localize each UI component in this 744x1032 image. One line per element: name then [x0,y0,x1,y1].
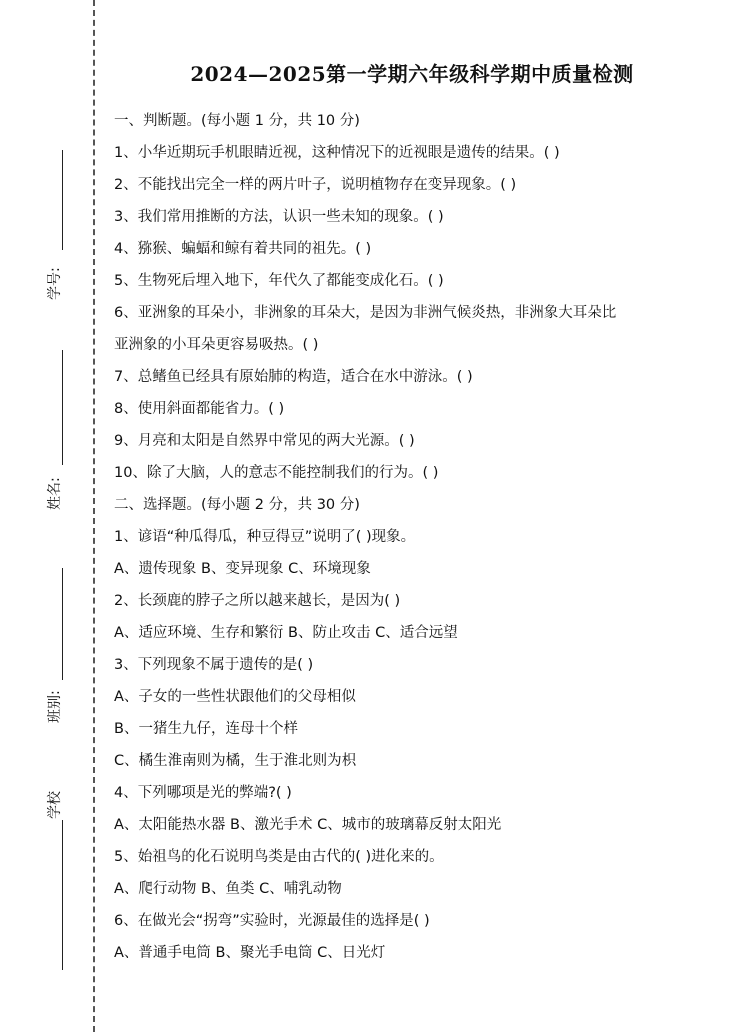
choice-question-3-option-a: A、子女的一些性状跟他们的父母相似 [114,689,356,705]
judge-question-3: 3、我们常用推断的方法，认识一些未知的现象。( ) [114,209,444,225]
choice-question-5: 5、始祖鸟的化石说明鸟类是由古代的( )进化来的。 [114,849,444,865]
judge-question-5: 5、生物死后埋入地下，年代久了都能变成化石。( ) [114,273,444,289]
choice-question-3: 3、下列现象不属于遗传的是( ) [114,657,314,673]
student-id-field [40,150,80,330]
exam-title: 2024—2025第一学期六年级科学期中质量检测 [190,62,634,86]
choice-question-3-option-b: B、一猪生九仔，连母十个样 [114,721,298,737]
school-blank[interactable] [62,820,63,970]
choice-question-4-options: A、太阳能热水器 B、激光手术 C、城市的玻璃幕反射太阳光 [114,817,502,833]
choice-question-1-options: A、遗传现象 B、变异现象 C、环境现象 [114,561,371,577]
student-id-label: 学号: [47,267,63,300]
choice-question-6-options: A、普通手电筒 B、聚光手电筒 C、日光灯 [114,945,386,961]
judge-question-6-line-1: 6、亚洲象的耳朵小，非洲象的耳朵大，是因为非洲气候炎热，非洲象大耳朵比 [114,305,617,321]
student-id-blank[interactable] [62,150,63,250]
choice-question-4: 4、下列哪项是光的弊端?( ) [114,785,292,801]
name-blank[interactable] [62,350,63,465]
choice-question-6: 6、在做光会“拐弯”实验时，光源最佳的选择是( ) [114,913,430,929]
class-label: 班别: [47,690,63,723]
school-field [40,780,80,980]
question-list [114,105,714,969]
name-label: 姓名: [47,477,63,510]
name-field [40,350,80,520]
choice-question-1: 1、谚语“种瓜得瓜，种豆得豆”说明了( )现象。 [114,529,416,545]
judge-question-4: 4、猕猴、蝙蝠和鲸有着共同的祖先。( ) [114,241,372,257]
class-blank[interactable] [62,568,63,680]
choice-question-5-options: A、爬行动物 B、鱼类 C、哺乳动物 [114,881,342,897]
choice-question-2: 2、长颈鹿的脖子之所以越来越长，是因为( ) [114,593,401,609]
judge-question-8: 8、使用斜面都能省力。( ) [114,401,285,417]
choice-question-3-option-c: C、橘生淮南则为橘，生于淮北则为枳 [114,753,357,769]
section-2-heading: 二、选择题。(每小题 2 分，共 30 分) [114,497,360,513]
judge-question-9: 9、月亮和太阳是自然界中常见的两大光源。( ) [114,433,415,449]
class-field [40,568,80,738]
judge-question-10: 10、除了大脑，人的意志不能控制我们的行为。( ) [114,465,439,481]
judge-question-6-line-2: 亚洲象的小耳朵更容易吸热。( ) [114,337,319,353]
choice-question-2-options: A、适应环境、生存和繁衍 B、防止攻击 C、适合远望 [114,625,458,641]
judge-question-2: 2、不能找出完全一样的两片叶子，说明植物存在变异现象。( ) [114,177,517,193]
judge-question-7: 7、总鳍鱼已经具有原始肺的构造，适合在水中游泳。( ) [114,369,473,385]
section-1-heading: 一、判断题。(每小题 1 分，共 10 分) [114,113,360,129]
judge-question-1: 1、小华近期玩手机眼睛近视，这种情况下的近视眼是遗传的结果。( ) [114,145,560,161]
binding-dashed-line [93,0,95,1032]
school-label: 学校 [47,791,63,819]
